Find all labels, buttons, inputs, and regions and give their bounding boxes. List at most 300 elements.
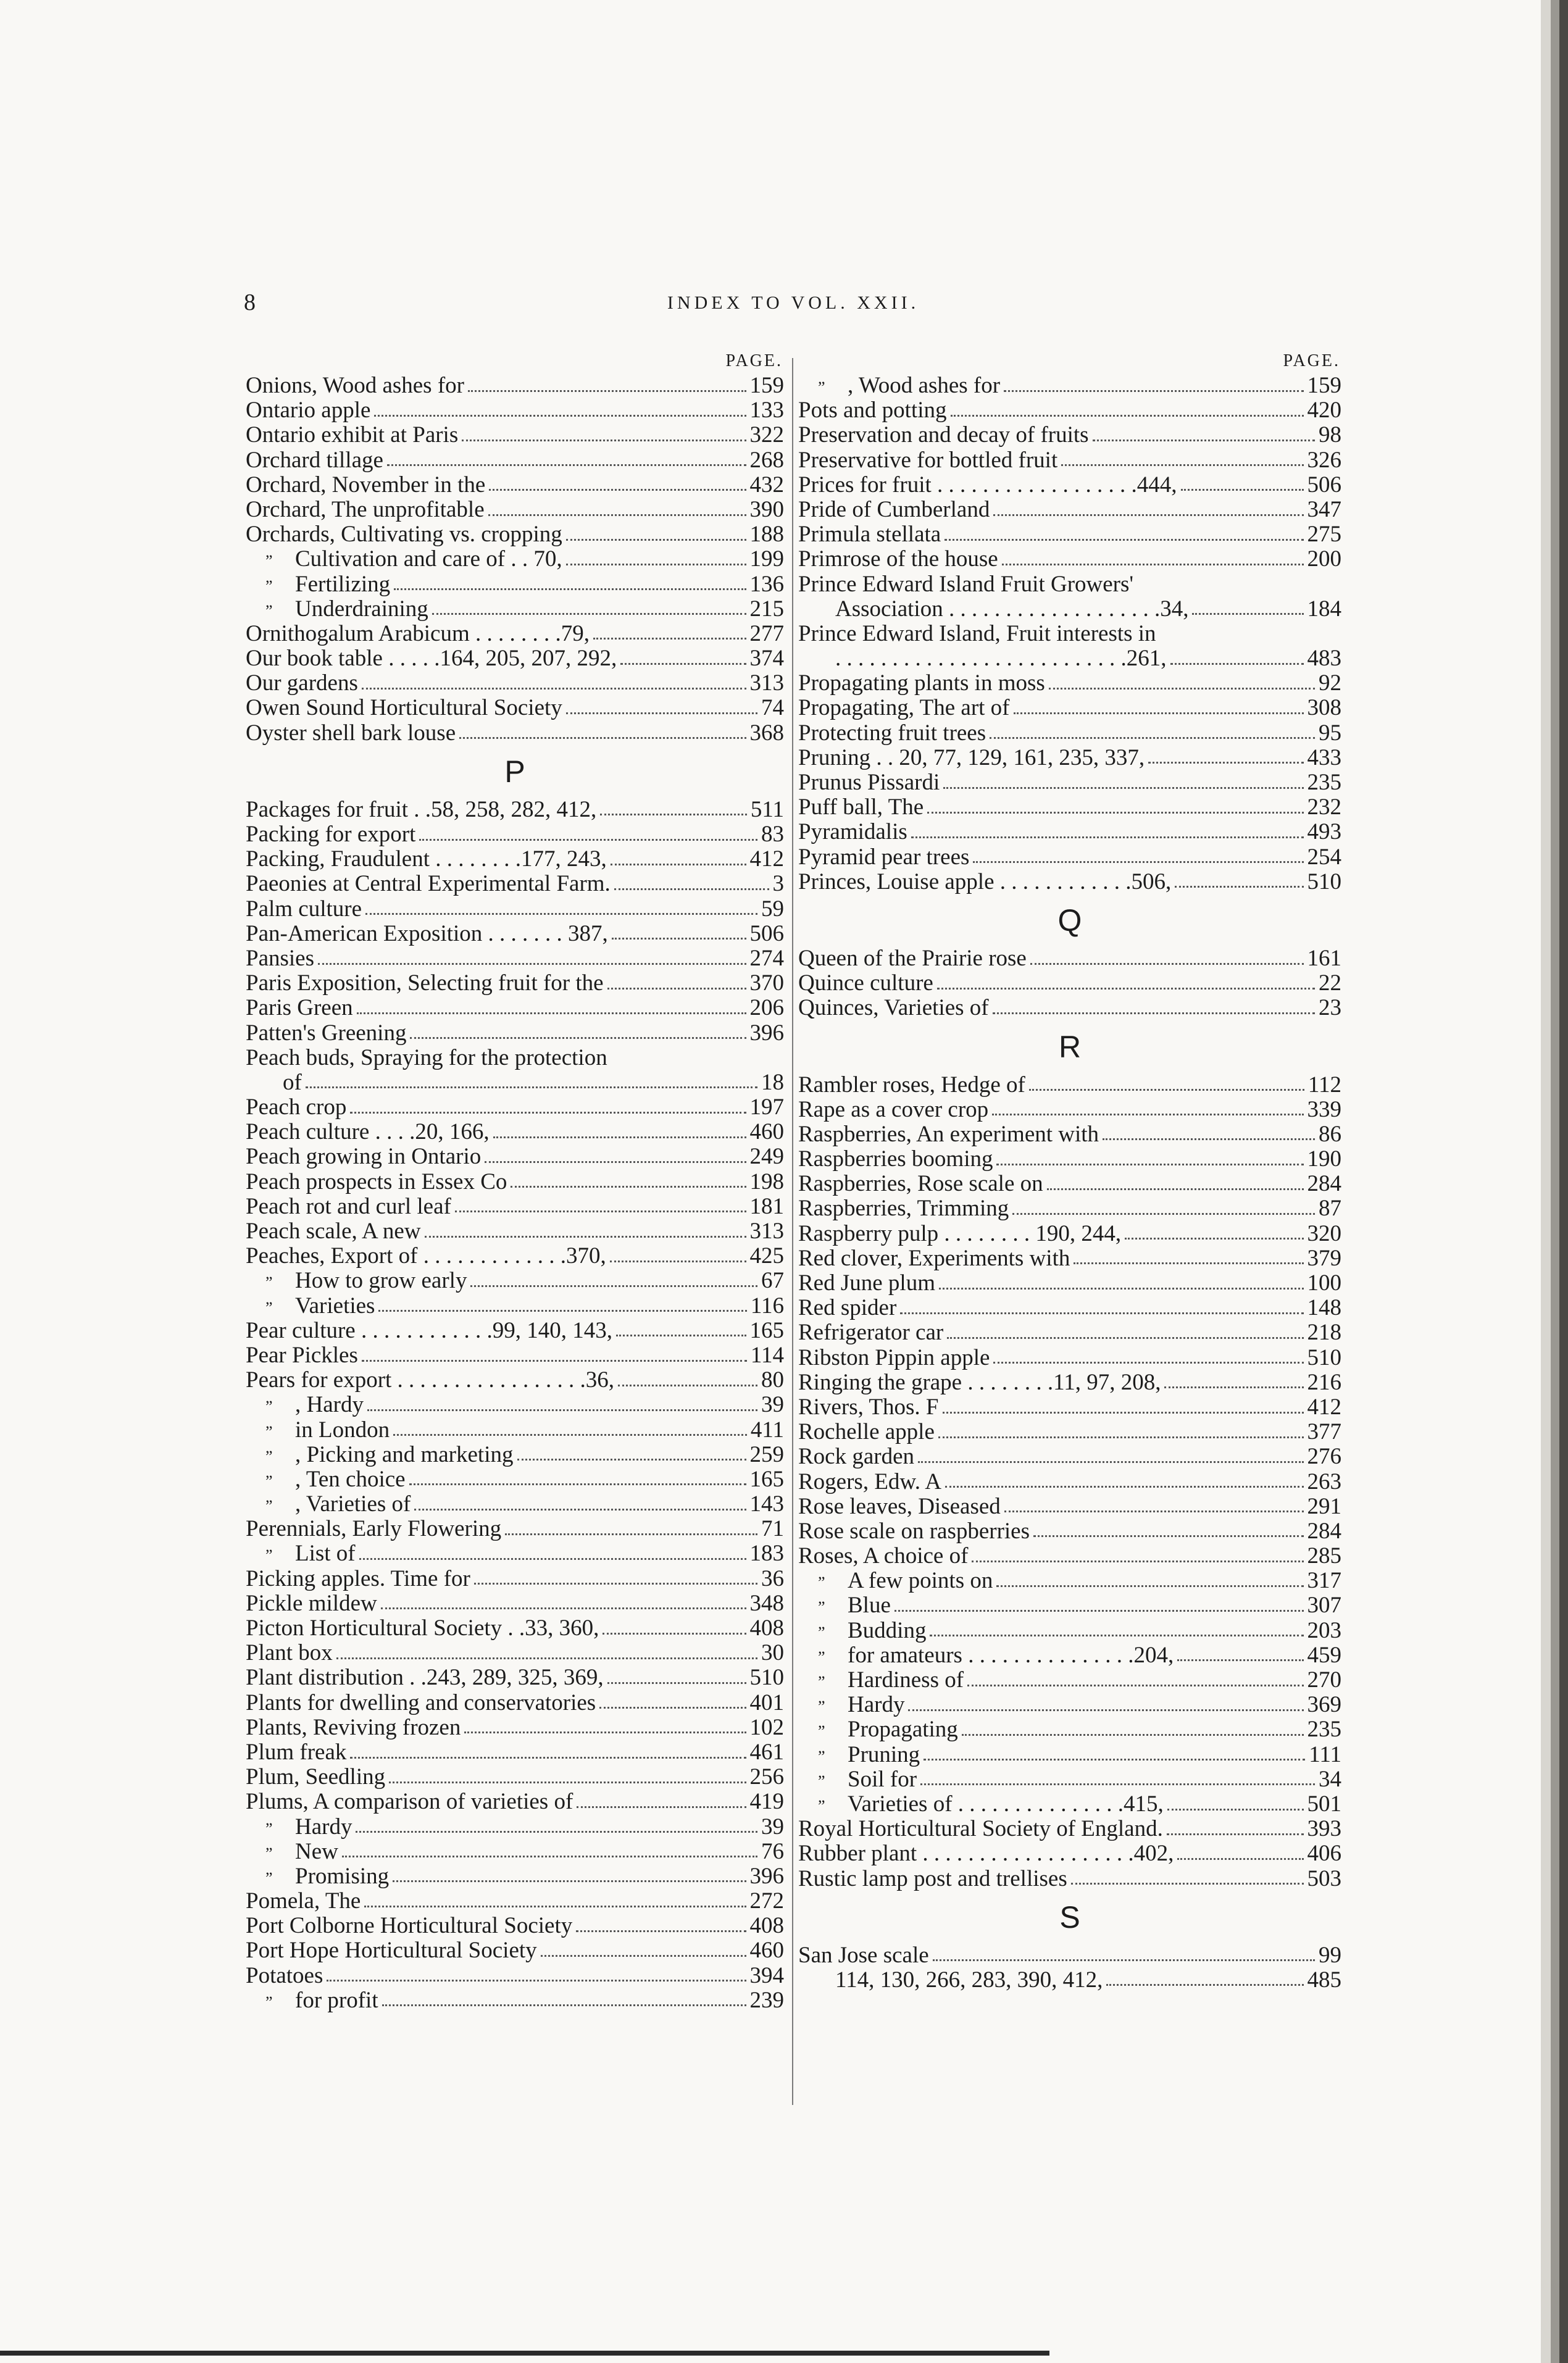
entry-page-number: 277	[749, 621, 784, 646]
entry-text: Packing for export	[246, 822, 416, 847]
index-entry	[798, 522, 1341, 547]
entry-page-number: 419	[749, 1790, 784, 1815]
entry-text: Patten's Greening	[246, 1020, 407, 1046]
entry-page-number: 197	[749, 1095, 784, 1120]
index-entry	[798, 1792, 1341, 1817]
ditto-mark: ”	[818, 1573, 825, 1592]
entry-page-number: 34	[1319, 1767, 1341, 1792]
running-title: INDEX TO VOL. XXII.	[667, 293, 920, 313]
entry-text: 114, 130, 266, 283, 390, 412,	[835, 1967, 1103, 1993]
dot-leader	[918, 1445, 1303, 1463]
dot-leader	[485, 1145, 746, 1163]
entry-page-number: 99	[1319, 1943, 1341, 1968]
index-entry	[246, 1492, 784, 1517]
entry-page-number: 369	[1307, 1693, 1341, 1718]
dot-leader	[505, 1517, 757, 1535]
index-entry	[798, 1271, 1341, 1296]
entry-text: Quince culture	[798, 971, 933, 996]
index-entry	[798, 870, 1341, 894]
column-divider	[792, 358, 793, 2105]
entry-page-number: 268	[749, 448, 784, 473]
entry-page-number: 510	[749, 1665, 784, 1691]
dot-leader	[362, 1344, 747, 1362]
dot-leader	[511, 1170, 746, 1188]
index-entry	[798, 746, 1341, 770]
index-entry	[798, 423, 1341, 448]
entry-text: Plant distribution . .243, 289, 325, 369,	[246, 1665, 604, 1691]
index-entry	[246, 1393, 784, 1417]
dot-leader	[993, 1346, 1303, 1364]
index-entry	[798, 1619, 1341, 1643]
entry-text: Roses, A choice of	[798, 1544, 969, 1569]
entry-page-number: 370	[749, 971, 784, 996]
entry-text: Ringing the grape . . . . . . . .11, 97, 208,	[798, 1370, 1161, 1395]
entry-text: Peach growing in Ontario	[246, 1144, 482, 1170]
dot-leader	[1170, 647, 1304, 665]
dot-leader	[920, 1767, 1315, 1785]
entry-text: Preservation and decay of fruits	[798, 423, 1089, 448]
ditto-mark: ”	[265, 577, 273, 595]
entry-page-number: 136	[749, 572, 784, 597]
entry-page-number: 503	[1307, 1866, 1341, 1891]
entry-page-number: 510	[1307, 869, 1341, 894]
index-entry	[798, 1196, 1341, 1221]
index-entry	[798, 1098, 1341, 1122]
dot-leader	[1177, 1643, 1303, 1661]
index-entry	[798, 498, 1341, 522]
entry-page-number: 39	[761, 1393, 784, 1418]
dot-leader	[620, 647, 746, 665]
index-entry	[246, 547, 784, 572]
entry-page-number: 159	[1307, 373, 1341, 398]
entry-page-number: 317	[1307, 1569, 1341, 1594]
entry-text: Packages for fruit . .58, 258, 282, 412,	[246, 797, 597, 822]
entry-text: Pyramidalis	[798, 820, 907, 845]
dot-leader	[992, 1098, 1303, 1115]
dot-leader	[603, 1617, 746, 1635]
entry-page-number: 377	[1307, 1420, 1341, 1445]
entry-text: of	[283, 1070, 302, 1095]
dot-leader	[967, 1669, 1303, 1686]
entry-text: Packing, Fraudulent . . . . . . . .177, 243,	[246, 847, 607, 872]
entry-text: Quinces, Varieties of	[798, 996, 989, 1021]
entry-page-number: 39	[761, 1814, 784, 1840]
entry-page-number: 215	[749, 596, 784, 622]
dot-leader	[1167, 1793, 1304, 1811]
entry-page-number: 272	[749, 1889, 784, 1914]
dot-leader	[488, 498, 746, 516]
entry-text: Protecting fruit trees	[798, 720, 986, 746]
entry-page-number: 165	[749, 1318, 784, 1343]
dot-leader	[1047, 1172, 1304, 1190]
index-entry	[246, 1120, 784, 1144]
entry-page-number: 36	[761, 1566, 784, 1591]
entry-page-number: 232	[1307, 795, 1341, 820]
entry-text: Peach prospects in Essex Co	[246, 1169, 507, 1194]
entry-text: Princes, Louise apple . . . . . . . . . . . .506,	[798, 869, 1172, 894]
ditto-mark: ”	[265, 1422, 273, 1441]
entry-page-number: 394	[749, 1963, 784, 1988]
index-entry	[798, 1643, 1341, 1668]
index-entry	[798, 1817, 1341, 1841]
dot-leader	[607, 1666, 746, 1684]
dot-leader	[1004, 374, 1303, 392]
index-entry	[246, 1864, 784, 1889]
entry-text: , Picking and marketing	[295, 1442, 514, 1467]
entry-text: Rubber plant . . . . . . . . . . . . . . . . . . .402,	[798, 1841, 1174, 1867]
entry-text: Red spider	[798, 1296, 897, 1321]
entry-text: Ontario exhibit at Paris	[246, 423, 459, 448]
index-entry	[246, 448, 784, 473]
entry-page-number: 511	[750, 797, 784, 822]
index-entries-left	[246, 373, 784, 2013]
entry-page-number: 80	[761, 1368, 784, 1393]
dot-leader	[993, 498, 1303, 516]
entry-page-number: 483	[1307, 646, 1341, 672]
entry-page-number: 401	[749, 1690, 784, 1715]
entry-text: Paris Exposition, Selecting fruit for the	[246, 971, 604, 996]
entry-text: Picking apples. Time for	[246, 1566, 470, 1591]
dot-leader	[350, 1096, 746, 1114]
dot-leader	[614, 872, 769, 890]
dot-leader	[1093, 423, 1315, 441]
entry-page-number: 22	[1319, 971, 1341, 996]
entry-text: Pear culture . . . . . . . . . . . .99, 140, 143,	[246, 1318, 612, 1343]
index-entry	[246, 572, 784, 597]
dot-leader	[911, 820, 1304, 838]
dot-leader	[327, 1964, 746, 1982]
index-entry	[798, 1943, 1341, 1968]
entry-page-number: 161	[1307, 946, 1341, 971]
index-entry	[246, 1517, 784, 1541]
entry-text: Raspberries, Trimming	[798, 1196, 1009, 1222]
dot-leader	[541, 1939, 746, 1957]
entry-text: How to grow early	[295, 1269, 467, 1294]
entry-page-number: 184	[1307, 596, 1341, 622]
entry-text: Raspberries, An experiment with	[798, 1122, 1099, 1147]
ditto-mark: ”	[265, 1472, 273, 1490]
entry-text: Pear Pickles	[246, 1343, 358, 1368]
index-entry	[246, 1665, 784, 1690]
entry-text: Ontario apple	[246, 398, 371, 423]
dot-leader	[943, 771, 1303, 789]
dot-leader	[616, 1319, 746, 1336]
entry-text: Raspberry pulp . . . . . . . . 190, 244,	[798, 1221, 1122, 1246]
index-entry	[798, 1222, 1341, 1246]
entry-page-number: 71	[761, 1517, 784, 1542]
entry-page-number: 183	[749, 1541, 784, 1567]
entry-page-number: 347	[1307, 497, 1341, 522]
dot-leader	[930, 1619, 1303, 1636]
entry-text: Raspberries booming	[798, 1147, 993, 1172]
entry-text: Refrigerator car	[798, 1320, 944, 1346]
ditto-mark: ”	[265, 1447, 273, 1465]
entry-text: Rochelle apple	[798, 1420, 935, 1445]
index-entry	[246, 423, 784, 448]
entry-page-number: 235	[1307, 770, 1341, 795]
page-header	[244, 289, 1343, 326]
index-entry	[246, 897, 784, 922]
entry-text: , Ten choice	[295, 1467, 406, 1492]
dot-leader	[468, 374, 746, 392]
entry-text: Pan-American Exposition . . . . . . . 387,	[246, 921, 608, 946]
entry-page-number: 408	[749, 1616, 784, 1641]
index-entry	[798, 1569, 1341, 1593]
index-entry	[798, 1841, 1341, 1866]
index-entry	[246, 1691, 784, 1715]
entry-text: . . . . . . . . . . . . . . . . . . . . . . . . . .261,	[835, 646, 1167, 672]
entry-page-number: 206	[749, 996, 784, 1021]
entry-page-number: 111	[1309, 1742, 1341, 1767]
index-entry	[798, 1767, 1341, 1792]
index-entry	[798, 1743, 1341, 1767]
entry-text: Propagating, The art of	[798, 696, 1010, 721]
entry-text: Peach crop	[246, 1095, 347, 1120]
dot-leader	[393, 1418, 747, 1436]
entry-text: Potatoes	[246, 1963, 323, 1988]
index-entry	[798, 1444, 1341, 1469]
index-entry	[246, 1343, 784, 1368]
entry-text: Raspberries, Rose scale on	[798, 1172, 1043, 1197]
entry-text: Plants for dwelling and conservatories	[246, 1690, 596, 1715]
entry-page-number: 98	[1319, 423, 1341, 448]
dot-leader	[947, 1321, 1303, 1339]
index-entry	[246, 1294, 784, 1319]
entry-page-number: 284	[1307, 1172, 1341, 1197]
entry-text: Ribston Pippin apple	[798, 1345, 990, 1370]
index-entry	[798, 373, 1341, 398]
entry-text: Peach scale, A new	[246, 1219, 421, 1244]
index-entry	[246, 1368, 784, 1393]
dot-leader	[576, 1914, 746, 1932]
dot-leader	[996, 1148, 1303, 1165]
dot-leader	[336, 1641, 757, 1659]
entry-page-number: 501	[1307, 1791, 1341, 1817]
entry-page-number: 199	[749, 547, 784, 572]
index-entry	[246, 1914, 784, 1938]
ditto-mark: ”	[818, 1623, 825, 1641]
ditto-mark: ”	[265, 1993, 273, 2011]
entry-text: Red clover, Experiments with	[798, 1246, 1070, 1271]
entry-text: Orchard, November in the	[246, 472, 486, 498]
entry-page-number: 393	[1307, 1817, 1341, 1842]
entry-text: A few points on	[848, 1569, 993, 1594]
entry-page-number: 406	[1307, 1841, 1341, 1867]
dot-leader	[566, 548, 746, 565]
entry-page-number: 239	[749, 1988, 784, 2013]
index-column-right	[798, 349, 1341, 1993]
dot-leader	[990, 721, 1315, 739]
entry-text: Pears for export . . . . . . . . . . . . . . . . .36,	[246, 1368, 615, 1393]
index-entry	[246, 1194, 784, 1219]
ditto-mark: ”	[818, 1673, 825, 1691]
entry-page-number: 460	[749, 1120, 784, 1145]
dot-leader	[600, 798, 747, 815]
dot-leader	[1074, 1246, 1303, 1264]
entry-text: Rape as a cover crop	[798, 1097, 989, 1122]
dot-leader	[900, 1296, 1303, 1314]
entry-page-number: 95	[1319, 720, 1341, 746]
entry-text: Hardiness of	[848, 1668, 964, 1693]
entry-text: Soil for	[848, 1767, 917, 1792]
entry-page-number: 112	[1307, 1072, 1341, 1098]
index-entry	[246, 622, 784, 646]
index-entry	[798, 1420, 1341, 1444]
index-entry	[798, 1147, 1341, 1172]
index-entry	[246, 646, 784, 671]
index-entry	[246, 1616, 784, 1641]
entry-page-number: 159	[749, 373, 784, 398]
index-entry	[798, 1296, 1341, 1320]
entry-text: Propagating plants in moss	[798, 671, 1045, 696]
dot-leader	[382, 1988, 746, 2006]
entry-text: Our book table . . . . .164, 205, 207, 292,	[246, 646, 617, 672]
dot-leader	[365, 897, 757, 915]
entry-page-number: 510	[1307, 1345, 1341, 1370]
index-column-left	[246, 349, 784, 2013]
dot-leader	[1004, 1494, 1304, 1512]
index-entry	[246, 1641, 784, 1665]
index-entry	[798, 1395, 1341, 1420]
section-letter: Q	[1057, 902, 1082, 938]
dot-leader	[342, 1840, 757, 1857]
index-entry	[246, 996, 784, 1020]
entry-text: Pomela, The	[246, 1889, 361, 1914]
index-entry	[798, 1519, 1341, 1544]
dot-leader	[432, 597, 746, 615]
entry-page-number: 420	[1307, 398, 1341, 423]
dot-leader	[1071, 1867, 1304, 1885]
index-entry	[798, 646, 1341, 671]
entry-page-number: 59	[761, 896, 784, 922]
entry-page-number: 190	[1307, 1147, 1341, 1172]
dot-leader	[973, 845, 1303, 863]
entry-text: Rivers, Thos. F	[798, 1394, 939, 1420]
index-entry	[246, 971, 784, 996]
index-entry	[246, 1021, 784, 1046]
ditto-mark: ”	[818, 1598, 825, 1617]
entry-page-number: 198	[749, 1169, 784, 1194]
entry-text: Perennials, Early Flowering	[246, 1517, 502, 1542]
entry-text: Port Colborne Horticultural Society	[246, 1914, 573, 1939]
entry-text: Paris Green	[246, 996, 353, 1021]
dot-leader	[566, 523, 746, 541]
index-entry	[246, 1938, 784, 1963]
index-entry	[798, 1867, 1341, 1891]
index-entry	[246, 1740, 784, 1765]
entry-page-number: 102	[749, 1715, 784, 1740]
index-entry	[246, 1889, 784, 1914]
entry-text: , Hardy	[295, 1393, 364, 1418]
entry-page-number: 270	[1307, 1668, 1341, 1693]
dot-leader	[393, 1864, 746, 1882]
entry-page-number: 459	[1307, 1643, 1341, 1668]
entry-page-number: 83	[761, 822, 784, 847]
scan-bottom-edge	[0, 2351, 1049, 2356]
dot-leader	[517, 1443, 746, 1461]
dot-leader	[1002, 548, 1304, 565]
index-entry	[246, 522, 784, 547]
index-entry	[798, 795, 1341, 820]
dot-leader	[387, 448, 746, 466]
entry-text: Varieties of . . . . . . . . . . . . . . .415,	[848, 1791, 1164, 1817]
entry-page-number: 30	[761, 1641, 784, 1666]
entry-page-number: 143	[749, 1492, 784, 1517]
entry-page-number: 396	[749, 1864, 784, 1889]
entry-page-number: 432	[749, 472, 784, 498]
dot-leader	[610, 1244, 746, 1262]
entry-text: Propagating	[848, 1717, 958, 1743]
section-letter: R	[1058, 1029, 1082, 1064]
index-entry	[246, 922, 784, 946]
index-entry	[246, 696, 784, 720]
index-entry	[246, 1715, 784, 1740]
entry-page-number: 116	[750, 1293, 784, 1319]
entry-text: Orchard, The unprofitable	[246, 497, 485, 522]
dot-leader	[1164, 1370, 1303, 1388]
dot-leader	[1181, 473, 1304, 491]
index-entry	[246, 1467, 784, 1492]
ditto-mark: ”	[818, 378, 825, 396]
entry-page-number: 506	[749, 921, 784, 946]
dot-leader	[1103, 1122, 1315, 1140]
index-entry	[246, 671, 784, 696]
entry-text: in London	[295, 1417, 390, 1443]
index-entry	[246, 946, 784, 971]
entry-page-number: 148	[1307, 1296, 1341, 1321]
entry-text: Pride of Cumberland	[798, 497, 990, 522]
entry-page-number: 181	[749, 1194, 784, 1219]
entry-page-number: 263	[1307, 1469, 1341, 1494]
index-entry	[246, 1046, 784, 1070]
entry-text: Promising	[295, 1864, 390, 1889]
entry-text: Rustic lamp post and trellises	[798, 1866, 1067, 1891]
dot-leader	[381, 1591, 746, 1609]
page-column-label: PAGE.	[1283, 351, 1340, 370]
entry-page-number: 291	[1307, 1494, 1341, 1519]
entry-text: Pots and potting	[798, 398, 947, 423]
index-entry	[798, 1346, 1341, 1370]
index-entry	[246, 1095, 784, 1120]
dot-leader	[937, 972, 1315, 990]
entry-page-number: 412	[1307, 1394, 1341, 1420]
entry-page-number: 259	[749, 1442, 784, 1467]
ditto-mark: ”	[265, 1844, 273, 1862]
dot-leader	[357, 996, 746, 1014]
dot-leader	[374, 399, 746, 417]
dot-leader	[425, 1220, 746, 1238]
index-entry	[246, 1170, 784, 1194]
index-entry	[798, 971, 1341, 996]
dot-leader	[362, 672, 746, 690]
dot-leader	[1177, 1842, 1303, 1860]
entry-page-number: 86	[1319, 1122, 1341, 1147]
entry-text: Rose leaves, Diseased	[798, 1494, 1001, 1519]
ditto-mark: ”	[818, 1698, 825, 1716]
dot-leader	[306, 1070, 757, 1088]
dot-leader	[350, 1741, 746, 1759]
dot-leader	[378, 1294, 746, 1312]
entry-page-number: 506	[1307, 472, 1341, 498]
dot-leader	[1167, 1817, 1304, 1835]
entry-text: Rose scale on raspberries	[798, 1519, 1030, 1544]
dot-leader	[1033, 1519, 1303, 1537]
entry-text: Prince Edward Island Fruit Growers'	[798, 572, 1134, 597]
index-entry	[246, 1765, 784, 1790]
index-entry	[246, 398, 784, 423]
page-number: 8	[244, 290, 256, 315]
ditto-mark: ”	[818, 1747, 825, 1765]
